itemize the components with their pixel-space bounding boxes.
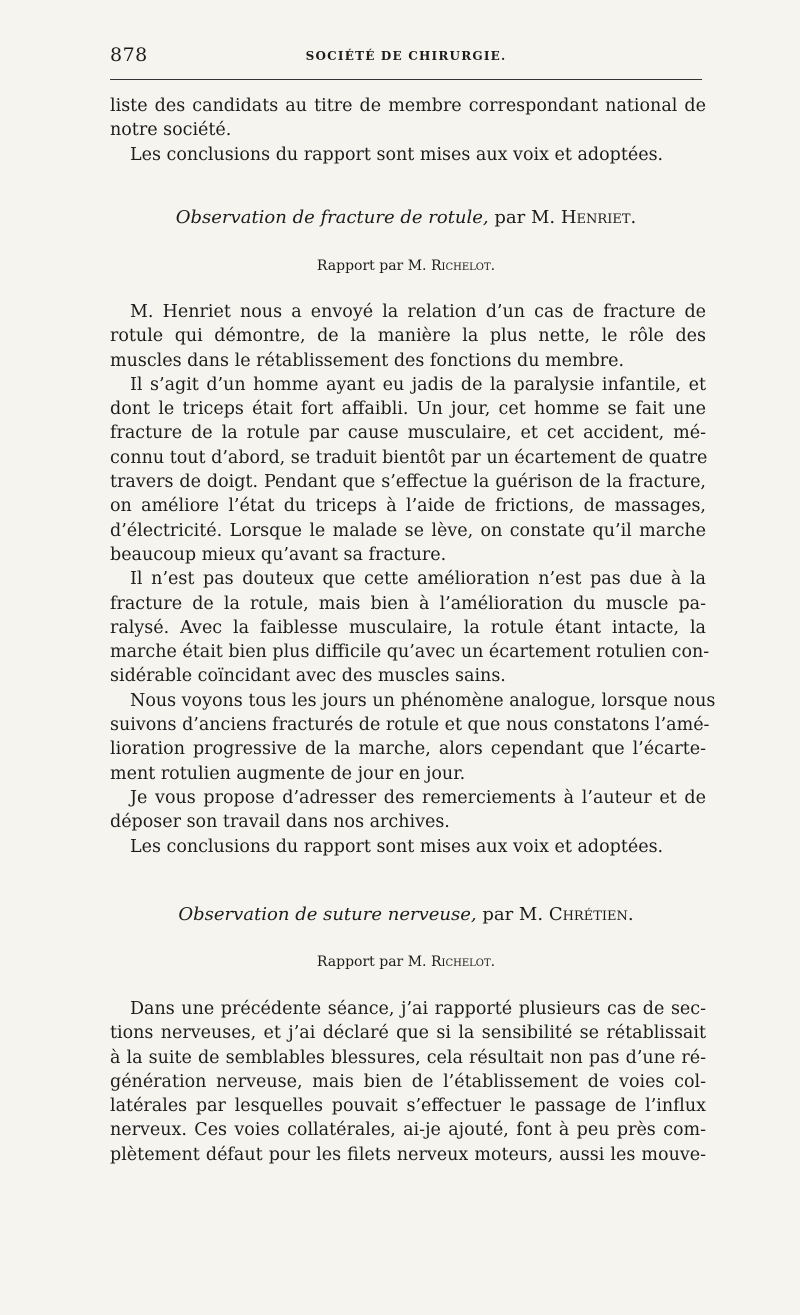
intro-paragraph	[110, 94, 706, 167]
text-line: Je vous propose d’adresser des remerciements à l’auteur et de	[130, 787, 706, 808]
report-prefix: Rapport par M.	[316, 954, 431, 970]
text-line: génération nerveuse, mais bien de l’établissement de voies col-	[110, 1071, 706, 1092]
text-line: fracture de la rotule, mais bien à l’amélioration du muscle pa-	[110, 593, 706, 614]
page-header	[110, 44, 702, 68]
text-line: Il s’agit d’un homme ayant eu jadis de la paralysie infantile, et	[130, 374, 706, 395]
text-line: d’électricité. Lorsque le malade se lève, on constate qu’il marche	[110, 520, 706, 541]
section-title-by: par M.	[476, 904, 549, 925]
text-line: dont le triceps était fort affaibli. Un jour, cet homme se fait une	[110, 399, 706, 420]
report-author: Richelot.	[430, 258, 496, 274]
section-title-author: Henriet.	[560, 207, 637, 228]
header-rule	[110, 79, 702, 80]
text-line: sidérable coïncidant avec des muscles sains.	[110, 666, 506, 687]
text-line: Les conclusions du rapport sont mises aux voix et adoptées.	[130, 144, 664, 165]
text-line: marche était bien plus difficile qu’avec un écartement rotulien con-	[110, 642, 710, 663]
text-line: fracture de la rotule par cause musculaire, et cet accident, mé-	[110, 423, 706, 444]
text-line: muscles dans le rétablissement des fonctions du membre.	[110, 350, 625, 371]
text-line: Nous voyons tous les jours un phénomène analogue, lorsque nous	[130, 690, 716, 711]
text-line: M. Henriet nous a envoyé la relation d’un cas de fracture de	[130, 302, 706, 322]
text-line: tions nerveuses, et j’ai déclaré que si la sensibilité se rétablissait	[110, 1023, 706, 1044]
section-title-fracture	[110, 207, 702, 228]
text-line: travers de doigt. Pendant que s’effectue la guérison de la fracture,	[110, 472, 706, 493]
text-line: Dans une précédente séance, j’ai rapporté plusieurs cas de sec-	[130, 999, 706, 1019]
report-prefix: Rapport par M.	[316, 258, 431, 274]
text-line: suivons d’anciens fracturés de rotule et que nous constatons l’amé-	[110, 715, 710, 736]
text-line: Les conclusions du rapport sont mises aux voix et adoptées.	[130, 836, 664, 857]
text-line: lioration progressive de la marche, alors cependant que l’écarte-	[110, 739, 706, 760]
section-title-suture	[110, 904, 702, 925]
text-line: à la suite de semblables blessures, cela résultait non pas d’une ré-	[110, 1047, 706, 1068]
text-line: nerveux. Ces voies collatérales, ai-je ajouté, font à peu près com-	[110, 1120, 706, 1141]
section2-body	[110, 997, 706, 1167]
text-line: plètement défaut pour les filets nerveux moteurs, aussi les mouve-	[110, 1144, 706, 1165]
report-author: Richelot.	[430, 954, 496, 970]
text-line: ment rotulien augmente de jour en jour.	[110, 763, 466, 784]
text-line: liste des candidats au titre de membre correspondant national de	[110, 96, 706, 116]
text-line: connu tout d’abord, se traduit bientôt par un écartement de quatre	[110, 447, 708, 468]
report-line-suture	[110, 954, 702, 970]
running-title: SOCIÉTÉ DE CHIRURGIE.	[305, 49, 507, 63]
section-title-italic: Observation de suture nerveuse,	[178, 904, 477, 925]
text-line: déposer son travail dans nos archives.	[110, 812, 450, 833]
section1-body	[110, 300, 716, 859]
section-title-italic: Observation de fracture de rotule,	[175, 207, 489, 228]
page-number: 878	[110, 44, 148, 66]
text-line: beaucoup mieux qu’avant sa fracture.	[110, 544, 447, 565]
text-line: ralysé. Avec la faiblesse musculaire, la rotule étant intacte, la	[110, 617, 706, 638]
section-title-by: par M.	[488, 207, 561, 228]
text-line: rotule qui démontre, de la manière la plus nette, le rôle des	[110, 326, 706, 347]
report-line-fracture	[110, 258, 702, 274]
text-line: on améliore l’état du triceps à l’aide de frictions, de massages,	[110, 496, 706, 517]
text-line: notre société.	[110, 120, 232, 141]
text-line: Il n’est pas douteux que cette amélioration n’est pas due à la	[130, 569, 706, 590]
text-line: latérales par lesquelles pouvait s’effectuer le passage de l’influx	[110, 1096, 706, 1117]
section-title-author: Chrétien.	[548, 904, 634, 925]
